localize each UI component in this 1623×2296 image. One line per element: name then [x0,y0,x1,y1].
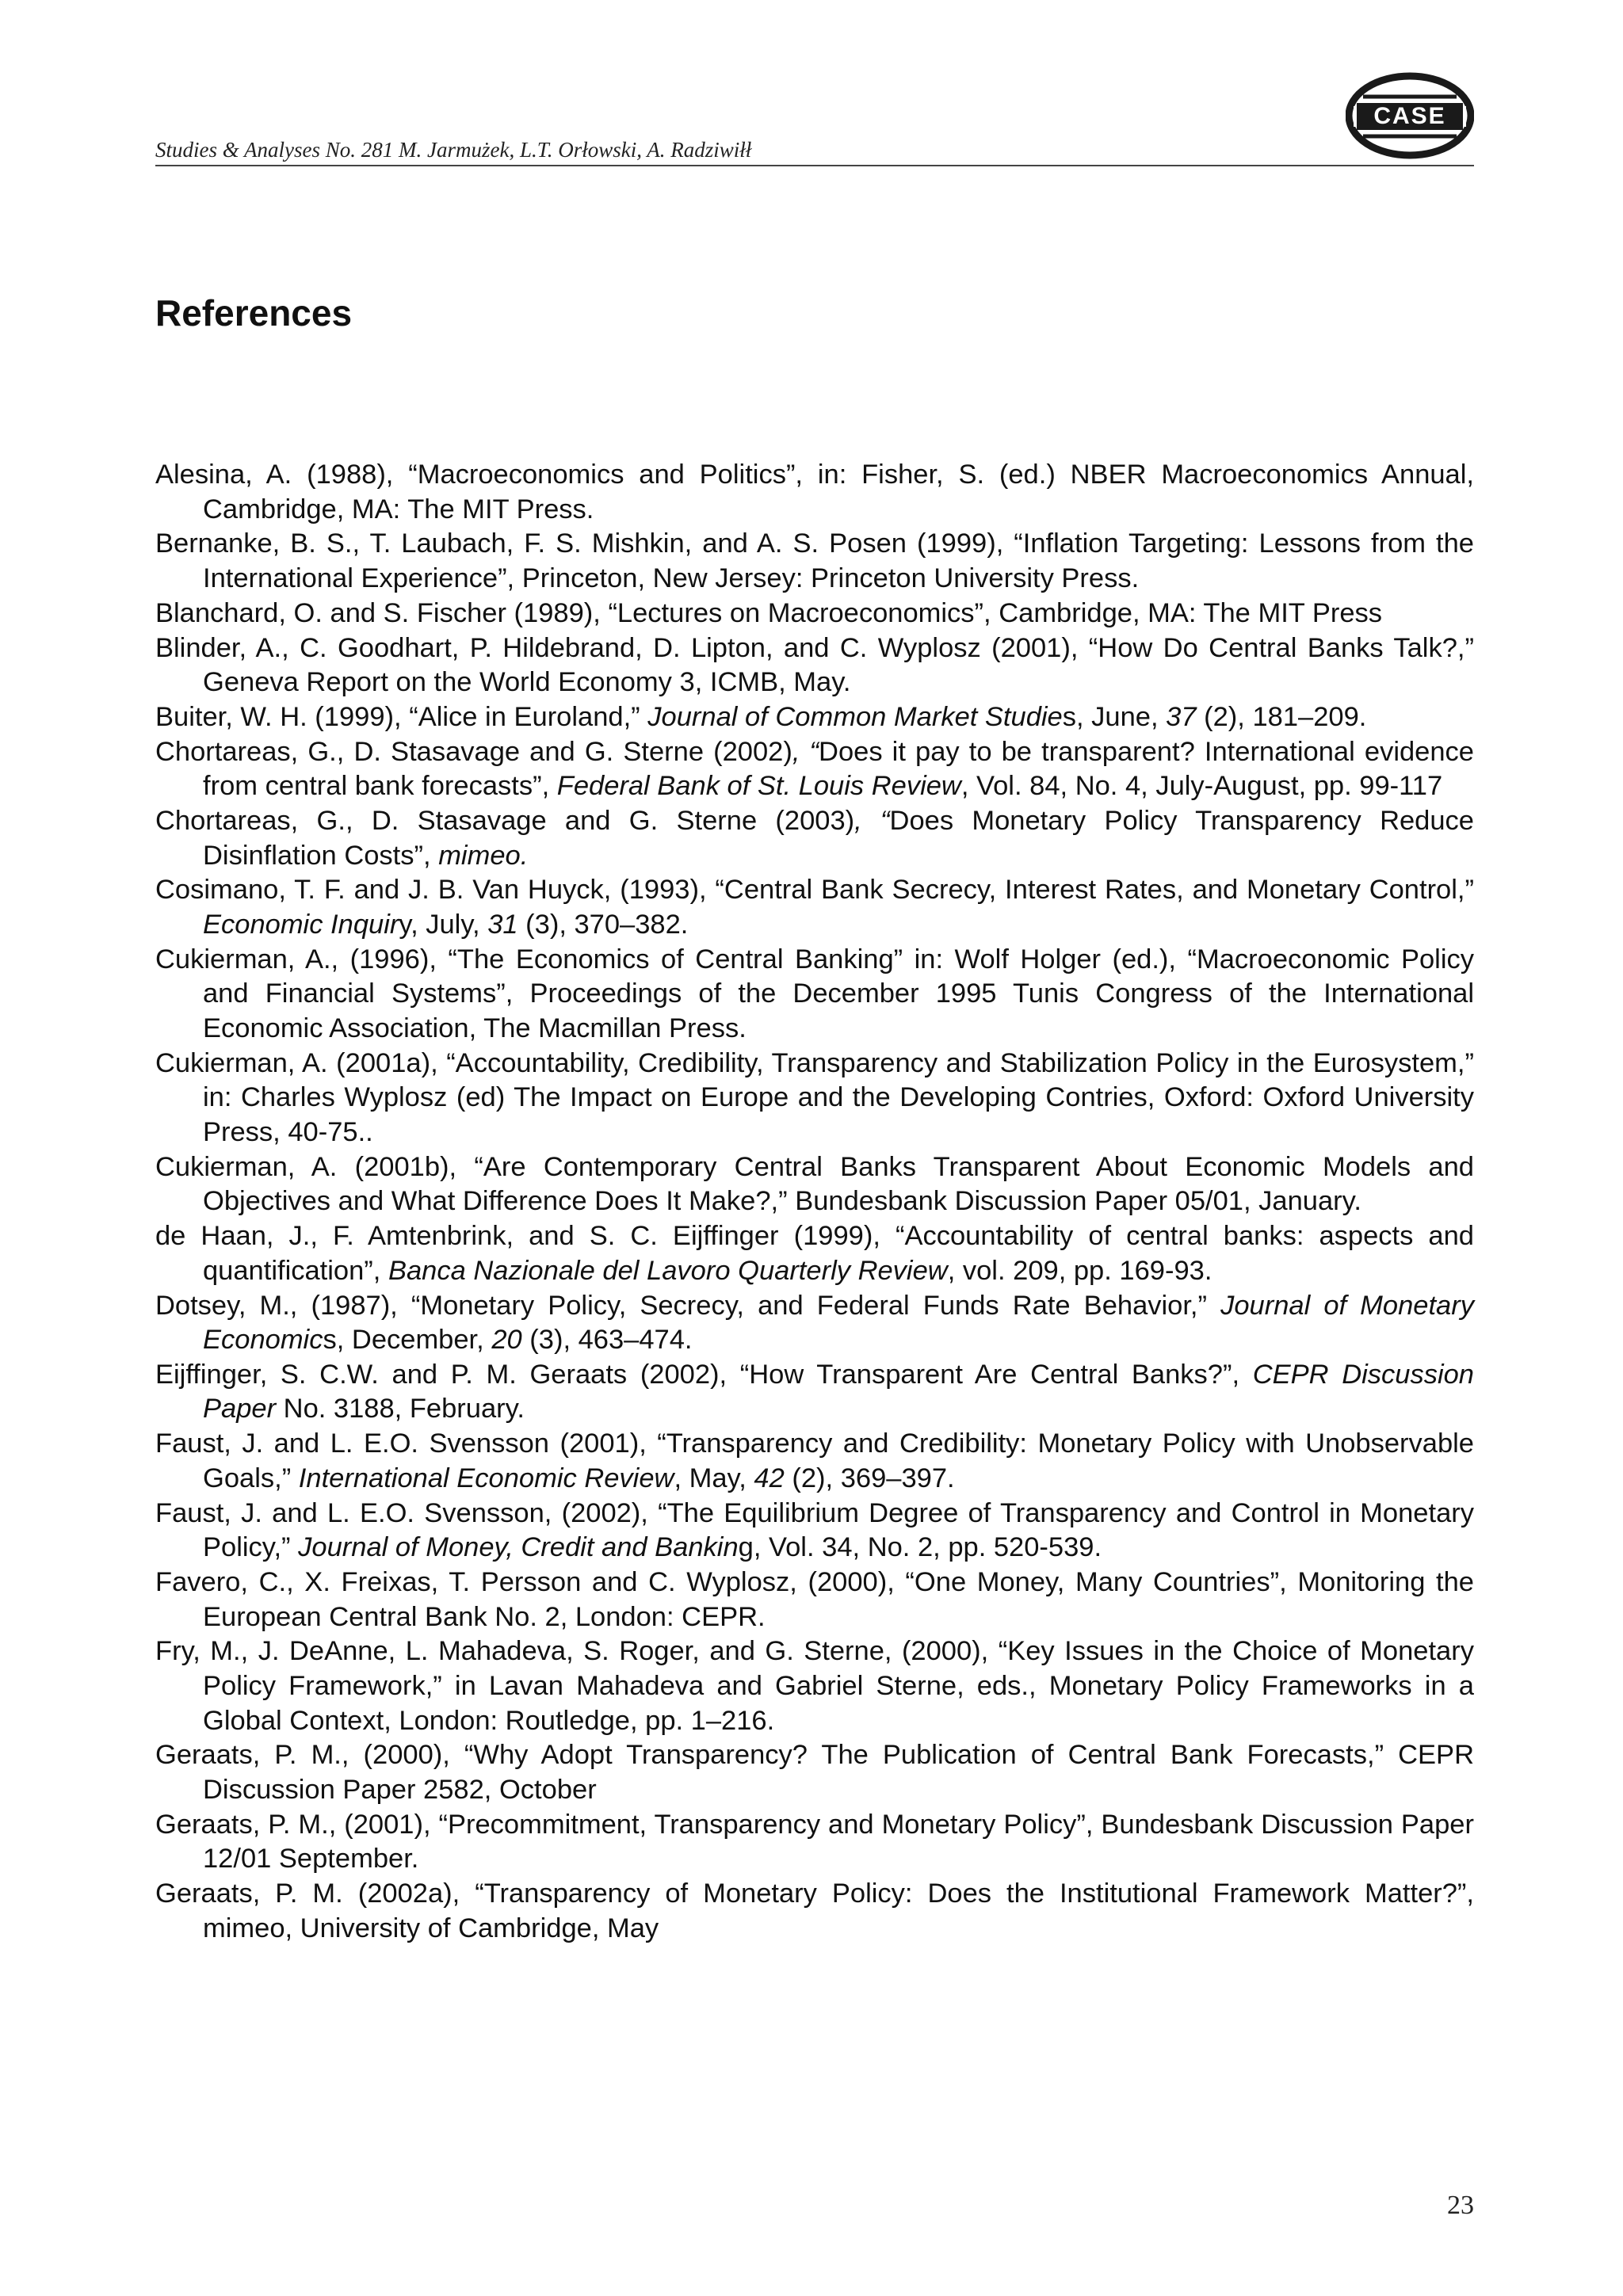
reference-entry [155,1047,1474,1150]
reference-italic-text: Economic Inquir [203,910,399,940]
reference-text: Geraats, P. M. (2002a), “Transparency of Monetary Policy: Does the Institutional Framework Matter?”, mimeo, University of Cambridge, May [155,1878,1474,1943]
reference-italic-text: 42 [754,1463,785,1493]
reference-entry [155,943,1474,1047]
reference-text: Bernanke, B. S., T. Laubach, F. S. Mishkin, and A. S. Posen (1999), “Inflation Targeting: Lessons from the International Experience”, Princeton, New Jersey: Princeton University Press. [155,528,1474,593]
reference-entry [155,631,1474,700]
reference-text: s, June, [1062,701,1167,732]
reference-italic-text: Federal Bank of St. Louis Review [556,771,961,802]
reference-italic-text: mimeo. [438,840,529,871]
reference-text: Faust, J. and L. E.O. Svensson, (2002), “The Equilibrium Degree of Transparency and Control in Monetary Policy,” [155,1497,1474,1563]
reference-text: (2), 369–397. [784,1463,955,1493]
logo-text: CASE [1373,103,1446,129]
running-header [155,71,1474,166]
reference-text: Eijffinger, S. C.W. and P. M. Geraats (2002), “How Transparent Are Central Banks?”, [155,1359,1253,1390]
reference-italic-text: Journal of Monetary Economic [203,1290,1474,1356]
running-title: Studies & Analyses No. 281 M. Jarmużek, L.T. Orłowski, A. Radziwiłł [155,138,752,162]
reference-entry [155,1634,1474,1738]
reference-italic-text: , “ [854,806,890,837]
reference-entry [155,1566,1474,1634]
reference-entry [155,1808,1474,1877]
reference-italic-text: 20 [491,1325,522,1356]
reference-text: Buiter, W. H. (1999), “Alice in Euroland,” [155,701,648,732]
reference-entry [155,597,1474,631]
reference-entry [155,735,1474,804]
reference-text: s, December, [323,1325,492,1356]
reference-text: Chortareas, G., D. Stasavage and G. Sterne (2003) [155,806,855,837]
reference-text: (2), 181–209. [1196,701,1367,732]
reference-text: Cukierman, A. (2001b), “Are Contemporary Central Banks Transparent About Economic Models and Objectives and What Difference Does It Make?,” Bundesbank Discussion Paper 05/01, January. [155,1151,1474,1217]
case-logo [1346,71,1474,160]
reference-entry [155,1358,1474,1427]
reference-text: No. 3188, February. [276,1394,525,1425]
reference-text: Does Monetary Policy Transparency Reduce Disinflation Costs”, [203,806,1474,871]
reference-text: Blanchard, O. and S. Fischer (1989), “Lectures on Macroeconomics”, Cambridge, MA: The MIT Press [155,597,1383,628]
reference-text: (3), 463–474. [521,1325,693,1356]
reference-text: y, July, [399,910,488,940]
reference-text: g, Vol. 34, No. 2, pp. 520-539. [738,1532,1102,1563]
reference-text: Faust, J. and L. E.O. Svensson (2001), “Transparency and Credibility: Monetary Policy with Unobservable Goals,” [155,1428,1474,1493]
reference-italic-text: CEPR Discussion Paper [203,1359,1474,1425]
reference-entry [155,700,1474,735]
reference-text: Geraats, P. M., (2001), “Precommitment, Transparency and Monetary Policy”, Bundesbank Discussion Paper 12/01 September. [155,1809,1474,1875]
reference-entry [155,527,1474,596]
reference-entry [155,1219,1474,1288]
reference-italic-text: 37 [1166,701,1197,732]
page-number: 23 [1447,2191,1474,2220]
reference-text: Does it pay to be transparent? International evidence from central bank forecasts”, [203,736,1474,802]
reference-entry [155,804,1474,873]
reference-text: Cosimano, T. F. and J. B. Van Huyck, (1993), “Central Bank Secrecy, Interest Rates, and Monetary Control,” [155,875,1474,906]
reference-list [155,458,1474,1946]
reference-entry [155,873,1474,942]
reference-entry [155,1738,1474,1807]
reference-text: Geraats, P. M., (2000), “Why Adopt Transparency? The Publication of Central Bank Forecasts,” CEPR Discussion Paper 2582, October [155,1740,1474,1805]
reference-text: Alesina, A. (1988), “Macroeconomics and Politics”, in: Fisher, S. (ed.) NBER Macroeconomics Annual, Cambridge, MA: The MIT Press. [155,460,1474,524]
reference-entry [155,1289,1474,1358]
reference-text: (3), 370–382. [517,910,689,940]
reference-text: Chortareas, G., D. Stasavage and G. Sterne (2002) [155,736,792,767]
reference-italic-text: Banca Nazionale del Lavoro Quarterly Review [388,1255,948,1286]
reference-text: Cukierman, A. (2001a), “Accountability, Credibility, Transparency and Stabilization Policy in the Eurosystem,” in: Charles Wyplosz (ed) The Impact on Europe and the Developing Contries, Oxford: Oxford University Press, 40-75.. [155,1047,1474,1147]
reference-text: , May, [674,1463,754,1493]
reference-italic-text: 31 [487,910,518,940]
reference-italic-text: Journal of Money, Credit and Bankin [298,1532,739,1563]
reference-text: de Haan, J., F. Amtenbrink, and S. C. Eijffinger (1999), “Accountability of central banks: aspects and quantification”, [155,1221,1474,1286]
reference-text: , Vol. 84, No. 4, July-August, pp. 99-117 [960,771,1443,802]
reference-text: , vol. 209, pp. 169-93. [947,1255,1212,1286]
reference-text: Dotsey, M., (1987), “Monetary Policy, Secrecy, and Federal Funds Rate Behavior,” [155,1290,1221,1321]
reference-italic-text: , “ [792,736,819,767]
header-rule [155,165,1474,166]
reference-italic-text: International Economic Review [298,1463,674,1493]
reference-entry [155,1150,1474,1219]
reference-entry [155,458,1474,527]
reference-text: Blinder, A., C. Goodhart, P. Hildebrand, D. Lipton, and C. Wyplosz (2001), “How Do Central Banks Talk?,” Geneva Report on the World Economy 3, ICMB, May. [155,632,1474,698]
reference-entry [155,1497,1474,1566]
reference-text: Fry, M., J. DeAnne, L. Mahadeva, S. Roger, and G. Sterne, (2000), “Key Issues in the Choice of Monetary Policy Framework,” in Lavan Mahadeva and Gabriel Sterne, eds., Monetary Policy Frameworks in a Global Context, London: Routledge, pp. 1–216. [155,1636,1474,1736]
page-title: References [155,292,353,334]
reference-text: Cukierman, A., (1996), “The Economics of Central Banking” in: Wolf Holger (ed.), “Macroeconomic Policy and Financial Systems”, Proceedings of the December 1995 Tunis Congress of the International Economic Association, The Macmillan Press. [155,944,1474,1043]
reference-text: Favero, C., X. Freixas, T. Persson and C. Wyplosz, (2000), “One Money, Many Countries”, Monitoring the European Central Bank No. 2, London: CEPR. [155,1567,1474,1632]
reference-italic-text: Journal of Common Market Studie [647,701,1063,732]
reference-entry [155,1877,1474,1946]
reference-entry [155,1427,1474,1496]
